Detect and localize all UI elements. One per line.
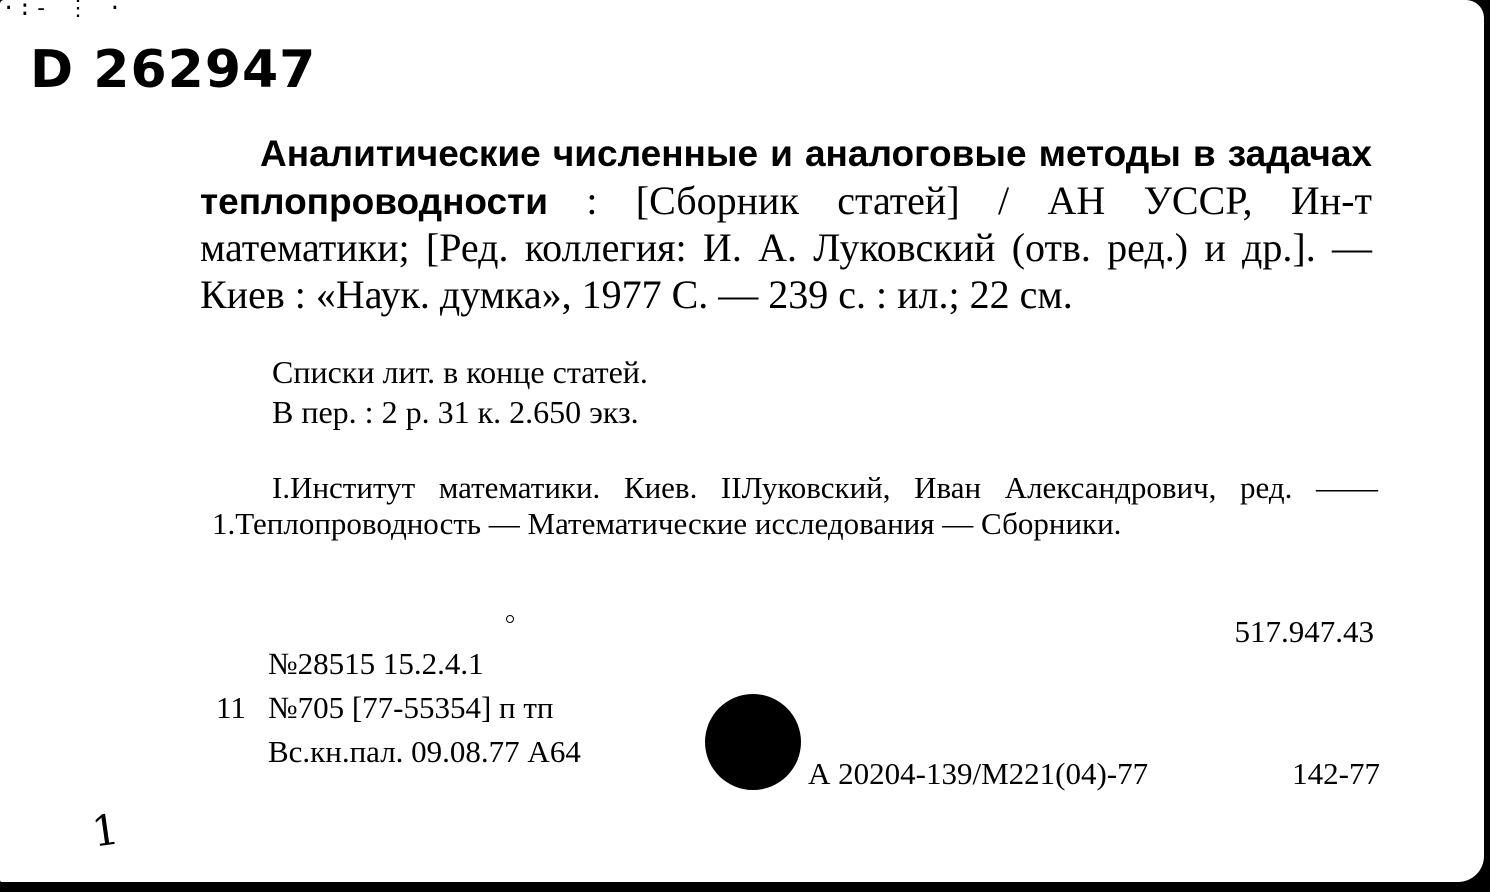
corner-marks: ·:- ⋮ · bbox=[2, 0, 125, 21]
footer-codes bbox=[808, 756, 1380, 792]
punch-hole bbox=[705, 694, 801, 790]
subject-tracing: I.Институт математики. Киев. IIЛуковский, Иван Александрович, ред. ——1.Теплопроводность — Математические исследования — Сборники. bbox=[212, 470, 1378, 541]
notes bbox=[272, 352, 648, 432]
footer-code: А 20204-139/М221(04)-77 bbox=[808, 756, 1149, 791]
footer-number: 142-77 bbox=[1292, 756, 1380, 791]
small-dot bbox=[506, 615, 514, 623]
registration-line-1: №28515 15.2.4.1 bbox=[268, 646, 484, 681]
note-price: В пер. : 2 р. 31 к. 2.650 экз. bbox=[272, 394, 639, 430]
entry-title: Аналитические численные и аналоговые методы в задачах теплопроводности bbox=[200, 133, 1372, 222]
registration-line-3: Вс.кн.пал. 09.08.77 А64 bbox=[268, 734, 581, 769]
entry-description: : [Сборник статей] / АН УССР, Ин-т математики; [Ред. коллегия: И. А. Луковский (отв. ред.) и др.]. — Киев : «Наук. думка», 1977 С. — 239 с. : ил.; 22 см. bbox=[200, 177, 1372, 317]
handwritten-mark: 1 bbox=[88, 804, 123, 857]
registration-block bbox=[216, 642, 581, 774]
bibliographic-entry bbox=[200, 130, 1372, 318]
registration-lead: 11 bbox=[216, 690, 246, 725]
udc-number: 517.947.43 bbox=[1234, 614, 1374, 649]
registration-line-2: 11 №705 [77-55354] п тп bbox=[216, 686, 581, 730]
note-bibliography: Списки лит. в конце статей. bbox=[272, 354, 648, 390]
call-number: D 262947 bbox=[30, 40, 317, 100]
